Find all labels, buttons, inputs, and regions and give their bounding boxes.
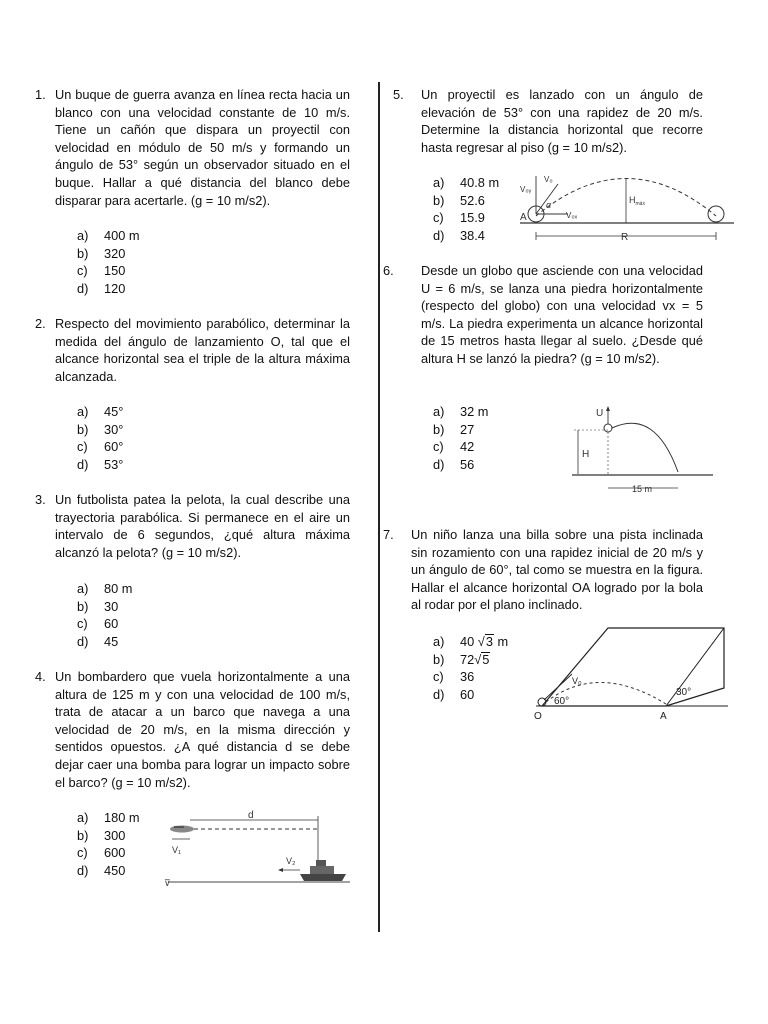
option-d: d) 120 bbox=[77, 280, 126, 296]
options-2 bbox=[77, 403, 197, 473]
option-a: a) 32 m bbox=[433, 404, 489, 419]
label-O: O bbox=[534, 711, 542, 722]
question-number: 5. bbox=[393, 87, 404, 102]
option-b: b) 300 bbox=[77, 827, 126, 843]
label-H: H bbox=[582, 449, 590, 460]
label-A: A bbox=[660, 711, 667, 722]
question-6 bbox=[383, 262, 703, 387]
options-1 bbox=[77, 227, 197, 297]
u-arrowhead bbox=[606, 406, 610, 411]
label-U: U bbox=[596, 408, 604, 419]
plane-edge-line bbox=[666, 628, 724, 706]
option-d: d) 56 bbox=[433, 456, 475, 472]
question-2 bbox=[35, 315, 350, 387]
label-v0y: V₀ᵧ bbox=[520, 185, 532, 194]
option-d: d) 60 bbox=[433, 686, 475, 702]
option-c: c) 42 bbox=[433, 439, 475, 455]
option-c: c) 60° bbox=[77, 439, 124, 455]
option-b: b) 30 bbox=[77, 598, 119, 614]
figure-bomber-ship bbox=[160, 808, 350, 893]
label-30: 30° bbox=[676, 687, 692, 698]
question-number: 4. bbox=[35, 669, 46, 684]
option-d: d) 45 bbox=[77, 633, 119, 649]
question-text: Un niño lanza una billa sobre una pista inclinada sin rozamiento con una rapidez inicial de 20 m/s y un ángulo de 60°, tal como se muestra en la figura. Hallar el alcance horizontal OA logrado por la bola al rodar por el plano inclinado. bbox=[411, 527, 703, 613]
question-1 bbox=[35, 86, 350, 216]
options-7 bbox=[433, 633, 523, 703]
option-a: a) 40.8 m bbox=[433, 175, 500, 190]
label-v1: V₁ bbox=[172, 845, 182, 855]
option-c: c) 60 bbox=[77, 616, 119, 632]
question-number: 6. bbox=[383, 263, 394, 278]
label-R: R bbox=[621, 232, 629, 243]
question-number: 2. bbox=[35, 316, 46, 331]
ball-end-icon bbox=[708, 206, 724, 222]
label-60: 60° bbox=[554, 696, 570, 707]
option-a: a) 45° bbox=[77, 404, 124, 419]
question-text: Un proyectil es lanzado con un ángulo de elevación de 53° con una rapidez de 20 m/s. Determine la distancia horizontal que recorre hasta regresar al piso (g = 10 m/s2). bbox=[421, 87, 703, 155]
stone-icon bbox=[604, 424, 612, 432]
option-c: c) 15.9 bbox=[433, 210, 485, 226]
column-divider bbox=[378, 82, 380, 932]
question-text: Un bombardero que vuela horizontalmente a una altura de 125 m y con una velocidad de 100 m/s, trata de atacar a un barco que navega a una velocidad de 20 m/s, en la misma dirección y sentidos opuestos. ¿A qué distancia d se debe dejar caer una bomba para lograr un impacto sobre el barco? (g = 10 m/s2). bbox=[55, 669, 350, 790]
label-v0: V₀ bbox=[572, 676, 582, 686]
option-b: b) 27 bbox=[433, 421, 475, 437]
option-a: a) 400 m bbox=[77, 228, 140, 243]
option-c: c) 36 bbox=[433, 669, 475, 685]
option-a: a) 80 m bbox=[77, 581, 133, 596]
label-15m: 15 m bbox=[632, 484, 653, 494]
label-hmax: $H_{máx}$ bbox=[629, 195, 645, 207]
options-3 bbox=[77, 580, 197, 650]
label-v0x: V₀ₓ bbox=[566, 211, 578, 220]
option-d: d) 38.4 bbox=[433, 227, 485, 243]
question-7 bbox=[383, 526, 703, 616]
option-b: b) 320 bbox=[77, 245, 126, 261]
options-5 bbox=[433, 174, 513, 244]
sea-level-icon: ⊽ bbox=[164, 878, 171, 888]
option-d: d) 450 bbox=[77, 862, 126, 878]
question-3 bbox=[35, 491, 350, 563]
option-a: a) 180 m bbox=[77, 810, 140, 825]
label-v0: V₀ bbox=[544, 175, 553, 184]
option-b: b) 72√5 bbox=[433, 651, 490, 667]
question-text: Respecto del movimiento parabólico, determinar la medida del ángulo de lanzamiento O, tal que el alcance horizontal sea el triple de la altura máxima alcanzada. bbox=[55, 316, 350, 384]
question-number: 3. bbox=[35, 492, 46, 507]
stone-trajectory bbox=[612, 423, 678, 472]
option-d: d) 53° bbox=[77, 456, 124, 472]
label-d: d bbox=[248, 810, 254, 821]
question-4 bbox=[35, 668, 350, 793]
bomber-plane-icon bbox=[170, 826, 194, 833]
figure-projectile bbox=[516, 166, 738, 246]
figure-inclined-plane bbox=[528, 622, 740, 722]
option-a: a) 40 √3 m bbox=[433, 634, 509, 649]
question-number: 7. bbox=[383, 527, 394, 542]
option-b: b) 30° bbox=[77, 421, 124, 437]
option-c: c) 600 bbox=[77, 845, 126, 861]
label-v2: V₂ bbox=[286, 856, 296, 866]
option-c: c) 150 bbox=[77, 263, 126, 279]
question-number: 1. bbox=[35, 87, 46, 102]
v2-arrowhead bbox=[278, 868, 283, 872]
question-text: Un buque de guerra avanza en línea recta hacia un blanco con una velocidad constante de 10 m/s. Tiene un cañón que dispara un proyectil con velocidad en módulo de 50 m/s y formando un ángulo de 53° según un observador situado en el buque. Hallar a qué distancia del blanco debe disparar para acertarle. (g = 10 m/s2). bbox=[55, 87, 350, 208]
ship-icon bbox=[300, 860, 346, 881]
option-b: b) 52.6 bbox=[433, 192, 485, 208]
figure-balloon bbox=[570, 402, 715, 498]
inclined-plane-shape bbox=[542, 628, 724, 706]
label-A: A bbox=[520, 212, 527, 223]
options-4 bbox=[77, 809, 157, 879]
question-5 bbox=[393, 86, 703, 158]
options-6 bbox=[433, 403, 513, 473]
label-alpha: α bbox=[546, 200, 552, 210]
question-text: Un futbolista patea la pelota, la cual describe una trayectoria parabólica. Si permanece en el aire un intervalo de 6 segundos, ¿qué altura máxima alcanzó la pelota? (g = 10 m/s2). bbox=[55, 492, 350, 560]
question-text: Desde un globo que asciende con una velocidad U = 6 m/s, se lanza una piedra horizontalmente (respecto del globo) con una velocidad vx = 5 m/s. La piedra experimenta un alcance horizontal de 15 metros hasta llegar al suelo. ¿Desde qué altura H se lanzó la piedra? (g = 10 m/s2). bbox=[421, 263, 703, 366]
